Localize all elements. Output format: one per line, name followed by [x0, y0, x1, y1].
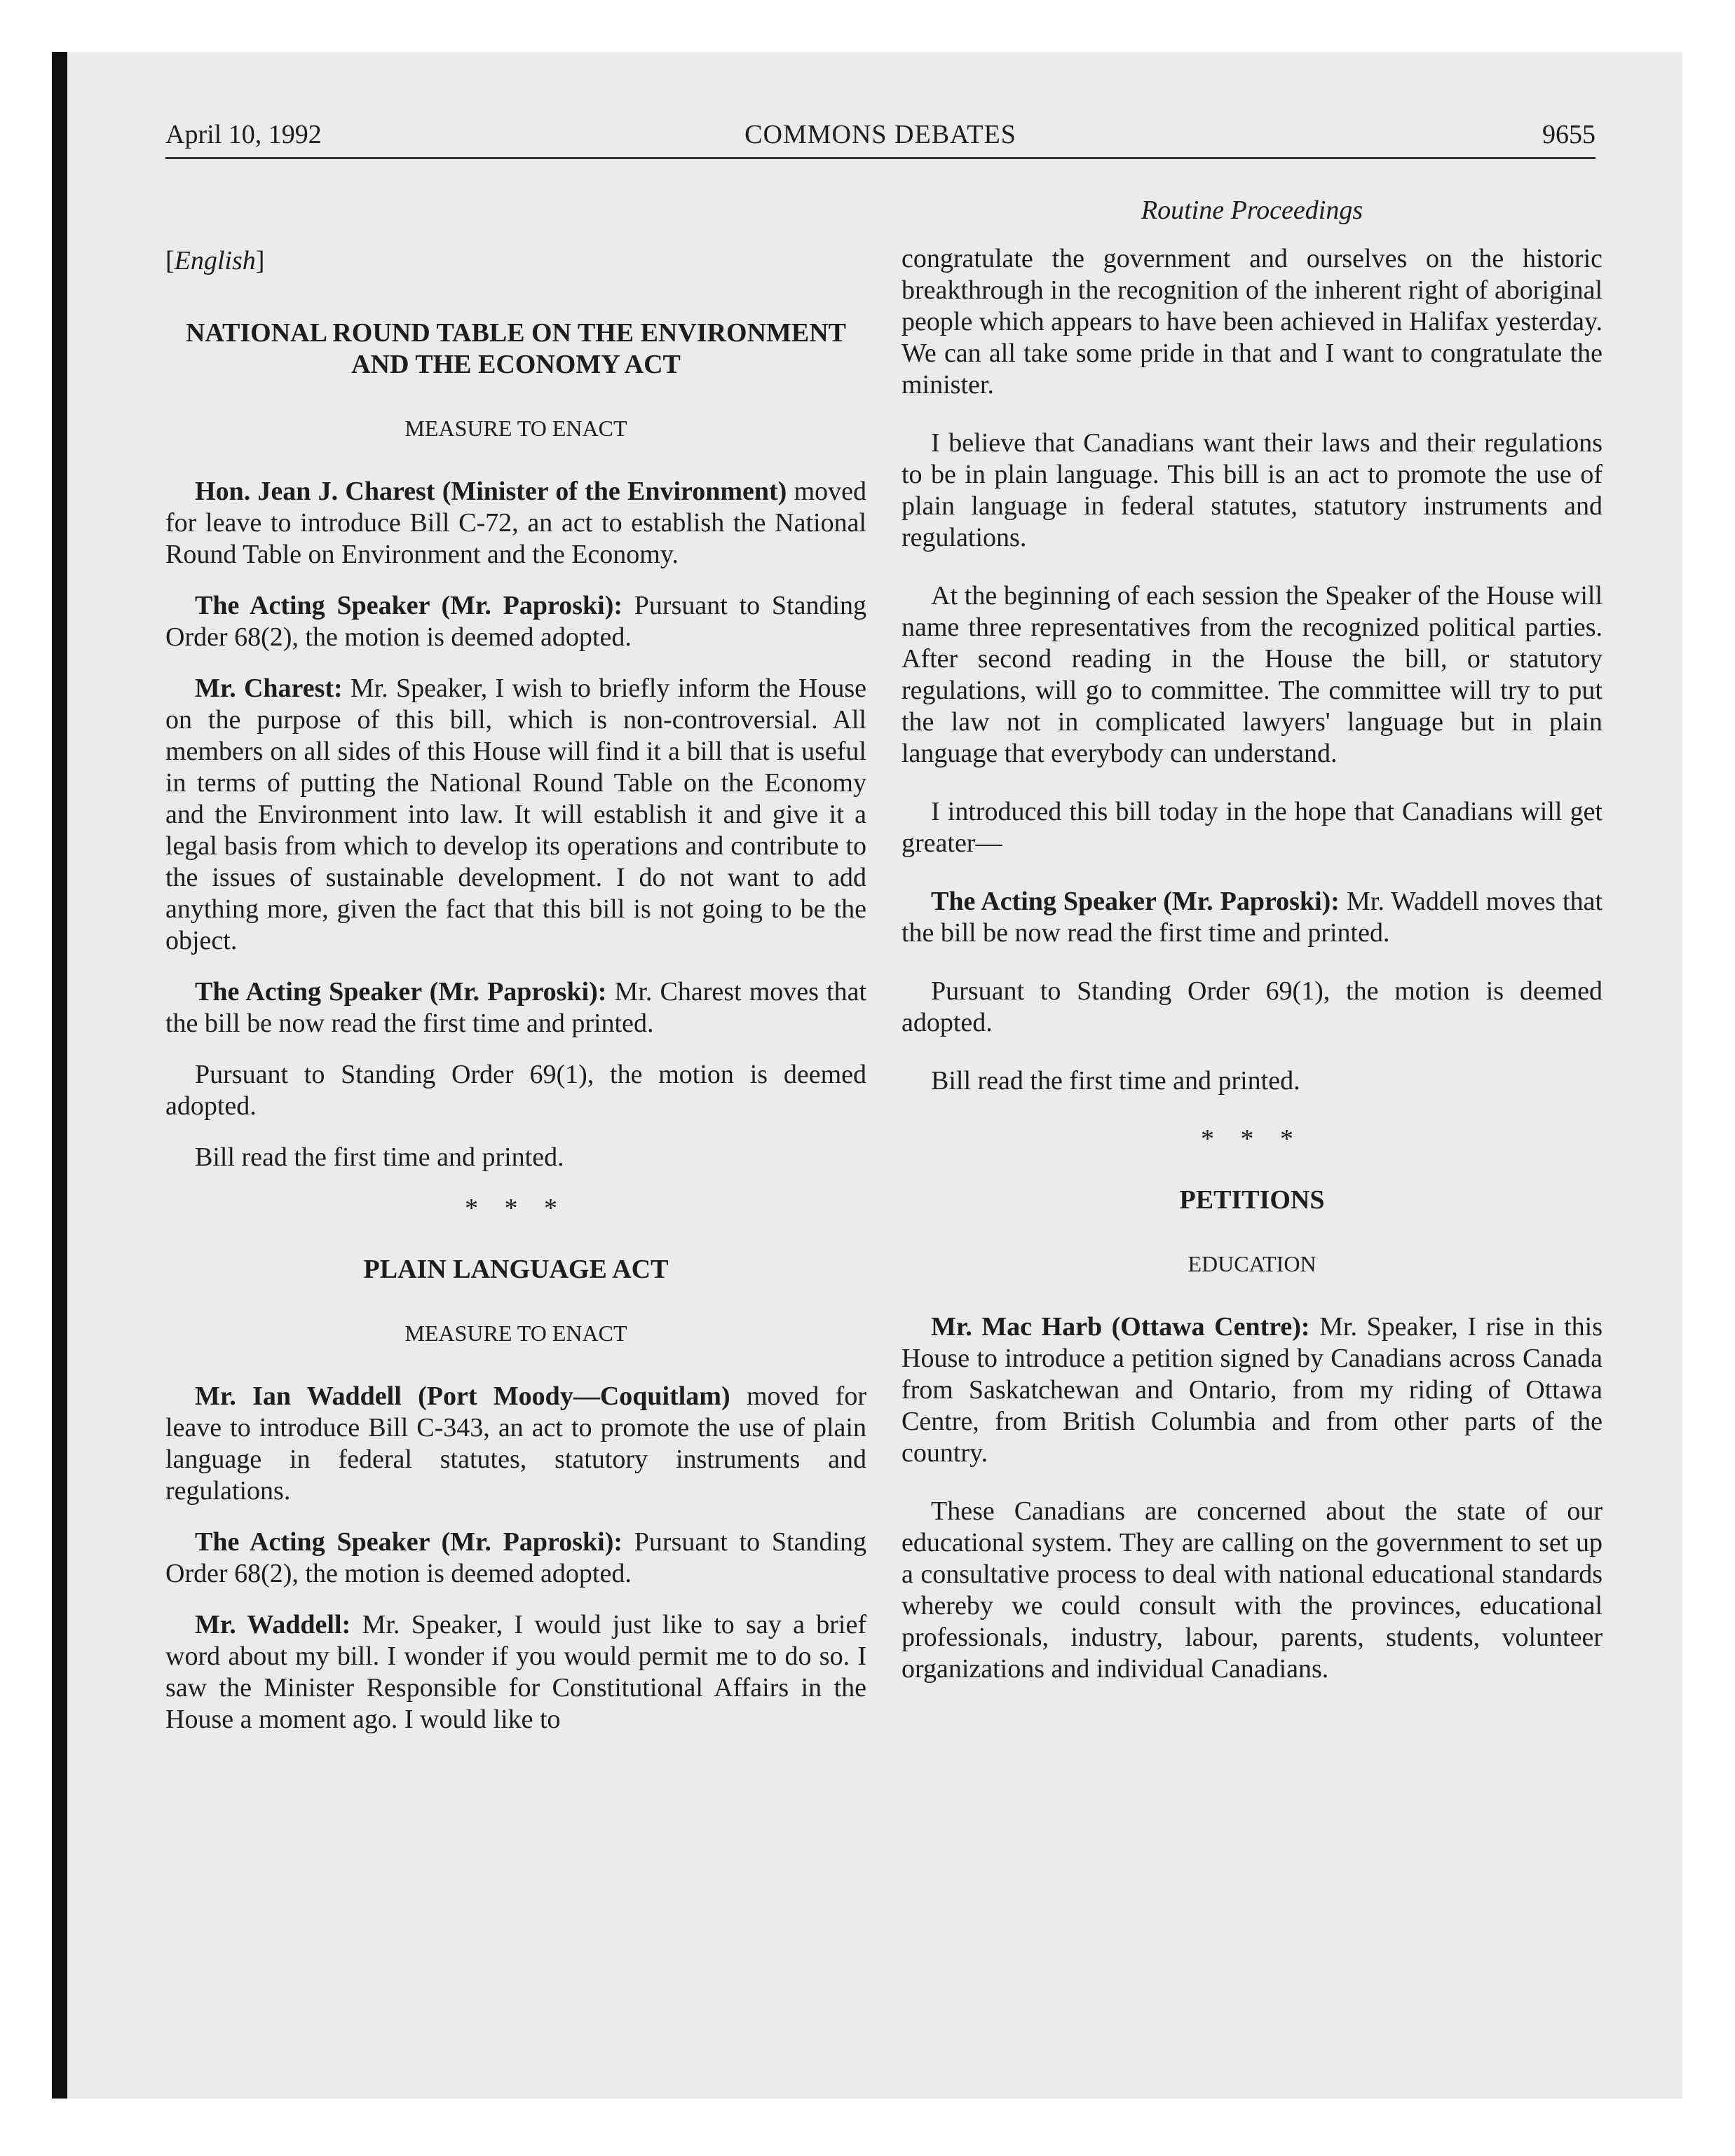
speaker-name: The Acting Speaker (Mr. Paproski):: [195, 977, 607, 1007]
section-heading-petitions: PETITIONS: [1179, 1185, 1325, 1215]
paragraph-text: moved for leave to introduce Bill C-72, an act to establish the National Round Table on Environment and the Economy.: [165, 477, 867, 569]
paragraph: [901, 1311, 1603, 1469]
paragraph: [165, 1527, 866, 1590]
page-header: [165, 118, 1595, 160]
section-heading-round-table: NATIONAL ROUND TABLE ON THE ENVIRONMENT AND THE ECONOMY ACT: [185, 318, 847, 379]
speaker-name: The Acting Speaker (Mr. Paproski):: [195, 1527, 623, 1557]
section-heading-plain-language: PLAIN LANGUAGE ACT: [363, 1255, 669, 1284]
speaker-name: Mr. Charest:: [195, 674, 343, 703]
header-rule: [165, 157, 1595, 159]
right-column: [901, 195, 1603, 1712]
subheading-education: EDUCATION: [1188, 1251, 1316, 1276]
paragraph-text: Mr. Speaker, I rise in this House to introduce a petition signed by Canadians across Canada from Saskatchewan and Ontario, from my riding of Ottawa Centre, from British Columbia and from other parts of the country.: [901, 1312, 1603, 1468]
subheading-measure-to-enact: MEASURE TO ENACT: [404, 1321, 627, 1346]
speaker-name: Mr. Mac Harb (Ottawa Centre):: [931, 1312, 1310, 1342]
speaker-name: Mr. Waddell:: [195, 1610, 351, 1639]
paragraph: These Canadians are concerned about the state of our educational system. They are calling on the government to set up a consultative process to deal with national educational standards whereby we could consult with the provinces, educational professionals, industry, labour, parents, students, volunteer organizations and individual Canadians.: [901, 1496, 1603, 1684]
paragraph: congratulate the government and ourselves on the historic breakthrough in the recognition of the inherent right of aboriginal people which appears to have been achieved in Halifax yesterday. We can all take some pride in that and I want to congratulate the minister.: [901, 244, 1603, 400]
language-tag-text: English: [174, 246, 256, 275]
paragraph: Bill read the first time and printed.: [195, 1142, 564, 1172]
paragraph-text: Mr. Speaker, I wish to briefly inform the House on the purpose of this bill, which is non-controversial. All members on all sides of this House will find it a bill that is useful in terms of putting the National Round Table on the Economy and the Environment into law. It will establish it and give it a legal basis from which to develop its operations and contribute to the issues of sustainable development. I do not want to add anything more, given the fact that this bill is not going to be the object.: [165, 674, 866, 955]
running-head: Routine Proceedings: [1141, 196, 1363, 225]
section-separator: * * *: [1201, 1124, 1303, 1154]
header-date: April 10, 1992: [165, 120, 322, 149]
speaker-name: Mr. Ian Waddell (Port Moody—Coquitlam): [195, 1381, 730, 1411]
paragraph: [165, 476, 866, 571]
speaker-name: The Acting Speaker (Mr. Paproski):: [195, 591, 623, 620]
paragraph: [165, 976, 866, 1039]
paragraph-text: Pursuant to Standing Order 68(2), the motion is deemed adopted.: [165, 1527, 867, 1588]
paragraph: Bill read the first time and printed.: [931, 1066, 1300, 1096]
scan-edge-shadow: [52, 52, 67, 2099]
header-title: COMMONS DEBATES: [744, 120, 1016, 149]
paragraph-text: Mr. Charest moves that the bill be now read the first time and printed.: [165, 977, 866, 1038]
paragraph: I believe that Canadians want their laws and their regulations to be in plain language. This bill is an act to promote the use of plain language in federal statutes, statutory instruments and regulations.: [901, 428, 1603, 552]
section-separator: * * *: [465, 1194, 567, 1223]
paragraph: [165, 590, 866, 653]
page-number: 9655: [1542, 120, 1595, 149]
paragraph-text: Pursuant to Standing Order 68(2), the motion is deemed adopted.: [165, 591, 867, 652]
paragraph-text: Mr. Waddell moves that the bill be now read the first time and printed.: [901, 887, 1603, 948]
paragraph: Pursuant to Standing Order 69(1), the motion is deemed adopted.: [901, 976, 1603, 1037]
paragraph: [165, 1609, 866, 1735]
paragraph: [165, 1381, 866, 1507]
paragraph: At the beginning of each session the Speaker of the House will name three representatives from the recognized political parties. After second reading in the House the bill, or statutory regulations, will go to committee. The committee will try to put the law not in complicated lawyers' language but in plain language that everybody can understand.: [901, 581, 1603, 768]
speaker-name: Hon. Jean J. Charest (Minister of the Environment): [195, 477, 787, 506]
left-column: [165, 245, 866, 1755]
subheading-measure-to-enact: MEASURE TO ENACT: [404, 416, 627, 441]
paragraph-text: Mr. Speaker, I would just like to say a brief word about my bill. I wonder if you would permit me to do so. I saw the Minister Responsible for Constitutional Affairs in the House a moment ago. I would like to: [165, 1610, 867, 1734]
language-tag: [English]: [165, 246, 265, 275]
paragraph: Pursuant to Standing Order 69(1), the motion is deemed adopted.: [165, 1060, 866, 1121]
speaker-name: The Acting Speaker (Mr. Paproski):: [931, 887, 1340, 916]
paragraph-text: moved for leave to introduce Bill C-343, an act to promote the use of plain language in federal statutes, statutory instruments and regulations.: [165, 1381, 866, 1506]
paragraph: I introduced this bill today in the hope that Canadians will get greater—: [901, 797, 1603, 858]
paragraph: [901, 886, 1603, 949]
paragraph: [165, 673, 866, 957]
